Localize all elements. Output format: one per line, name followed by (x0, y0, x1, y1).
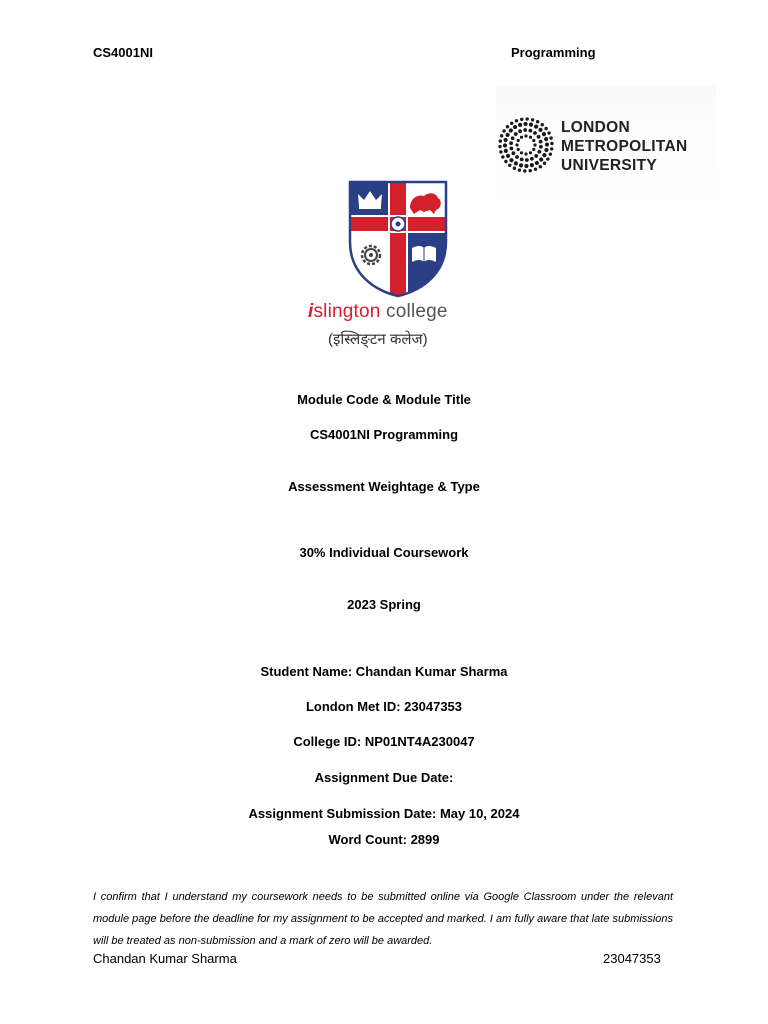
starburst-dot (524, 152, 527, 155)
islington-wordmark (308, 301, 448, 323)
starburst-dot (509, 141, 513, 145)
starburst-dot (529, 169, 532, 172)
starburst-dot (504, 149, 508, 153)
book-icon (412, 246, 436, 262)
starburst-dot (535, 161, 539, 165)
starburst-dot (544, 137, 548, 141)
islington-wordmark-slington: slington (313, 301, 381, 322)
starburst-dot (528, 129, 532, 133)
starburst-dot (505, 133, 509, 137)
islington-wordmark-college: college (380, 301, 448, 322)
starburst-dot (532, 139, 535, 142)
starburst-dot (530, 157, 534, 161)
starburst-dot (525, 117, 528, 120)
due-date: Assignment Due Date: (314, 770, 454, 785)
starburst-dot (515, 143, 518, 146)
starburst-dot (520, 157, 524, 161)
islington-nepali-subtitle: (इस्लिङ्टन कलेज) (328, 331, 428, 348)
starburst-dot (513, 125, 517, 129)
starburst-dot (544, 148, 548, 152)
starburst-dot (515, 155, 519, 159)
starburst-dot (525, 158, 529, 162)
starburst-dot (514, 161, 518, 165)
starburst-dot (510, 122, 513, 125)
starburst-dot (499, 139, 502, 142)
london-met-id: London Met ID: 23047353 (305, 699, 463, 714)
starburst-dot (520, 136, 523, 139)
starburst-dot (506, 154, 510, 158)
starburst-dot (529, 136, 532, 139)
starburst-dot (506, 125, 509, 128)
starburst-dot (549, 136, 552, 139)
starburst-dot (546, 157, 549, 160)
starburst-dot (501, 155, 504, 158)
starburst-dot (539, 165, 542, 168)
starburst-dot (531, 118, 534, 121)
starburst-dot (517, 139, 520, 142)
starburst-dot (520, 151, 523, 154)
starburst-dot (543, 162, 546, 165)
starburst-dot (542, 132, 546, 136)
starburst-dot (511, 136, 515, 140)
starburst-dot (520, 118, 523, 121)
starburst-dot (539, 157, 543, 161)
starburst-dot (498, 145, 501, 148)
starburst-dot (524, 134, 527, 137)
header-module-name: Programming (511, 45, 596, 60)
starburst-dot (529, 151, 532, 154)
header-module-code: CS4001NI (93, 45, 153, 60)
starburst-dot (518, 123, 522, 127)
starburst-dot (519, 163, 523, 167)
word-count: Word Count: 2899 (328, 832, 440, 847)
starburst-dot (550, 147, 553, 150)
starburst-dot (509, 128, 513, 132)
module-value: CS4001NI Programming (309, 427, 459, 442)
islington-wordmark-i: i (308, 301, 314, 322)
london-met-wordmark (561, 118, 687, 175)
starburst-dot (547, 131, 550, 134)
starburst-dot (515, 119, 518, 122)
starburst-dot (509, 158, 513, 162)
footer-student-name: Chandan Kumar Sharma (93, 951, 237, 966)
starburst-dot (523, 122, 527, 126)
disclaimer-text: I confirm that I understand my coursework needs to be submitted online via Google Classroom under the relevant module page before the deadline for my assignment to be accepted and marked. I am fully aware that late submissions will be treated as non-submission and a mark of zero will be awarded. (93, 891, 673, 947)
starburst-dot (517, 148, 520, 151)
starburst-dot (534, 168, 537, 171)
starburst-dot (539, 145, 543, 149)
starburst-dot (550, 142, 553, 145)
starburst-dot (534, 124, 538, 128)
starburst-dot (549, 152, 552, 155)
starburst-dot (512, 151, 516, 155)
starburst-dot (536, 120, 539, 123)
starburst-dot (508, 164, 511, 167)
starburst-dot (538, 128, 542, 132)
london-met-starburst-icon (498, 117, 554, 173)
starburst-dot (499, 150, 502, 153)
college-id: College ID: NP01NT4A230047 (293, 734, 475, 749)
london-met-line1: LONDON (561, 119, 630, 136)
starburst-dot (537, 150, 541, 154)
term: 2023 Spring (347, 597, 421, 612)
assessment-value: 30% Individual Coursework (299, 545, 469, 560)
starburst-dot (523, 169, 526, 172)
starburst-dot (500, 134, 503, 137)
starburst-dot (503, 143, 507, 147)
london-met-line2: METROPOLITAN (561, 138, 688, 155)
starburst-dot (509, 147, 513, 151)
starburst-dot (537, 135, 541, 139)
starburst-dot (529, 123, 533, 127)
starburst-dot (518, 168, 521, 171)
submission-date: Assignment Submission Date: May 10, 2024 (248, 806, 520, 821)
starburst-dot (514, 132, 518, 136)
starburst-dot (524, 164, 528, 168)
islington-shield-logo (348, 180, 448, 298)
starburst-dot (534, 154, 538, 158)
assessment-heading: Assessment Weightage & Type (288, 479, 480, 494)
starburst-dot (533, 131, 537, 135)
starburst-dot (502, 129, 505, 132)
starburst-dot (533, 143, 536, 146)
starburst-dot (513, 167, 516, 170)
starburst-dot (523, 128, 527, 132)
starburst-dot (542, 153, 546, 157)
student-name: Student Name: Chandan Kumar Sharma (260, 664, 508, 679)
starburst-dot (539, 140, 543, 144)
starburst-dot (545, 142, 549, 146)
footer-student-id: 23047353 (603, 951, 661, 966)
starburst-dot (544, 127, 547, 130)
starburst-dot (504, 160, 507, 163)
starburst-dot (504, 138, 508, 142)
starburst-dot (518, 129, 522, 133)
starburst-dot (532, 148, 535, 151)
starburst-dot (530, 163, 534, 167)
module-heading: Module Code & Module Title (297, 392, 471, 407)
center-gear-icon (391, 217, 405, 231)
london-met-line3: UNIVERSITY (561, 157, 658, 174)
starburst-dot (541, 123, 544, 126)
